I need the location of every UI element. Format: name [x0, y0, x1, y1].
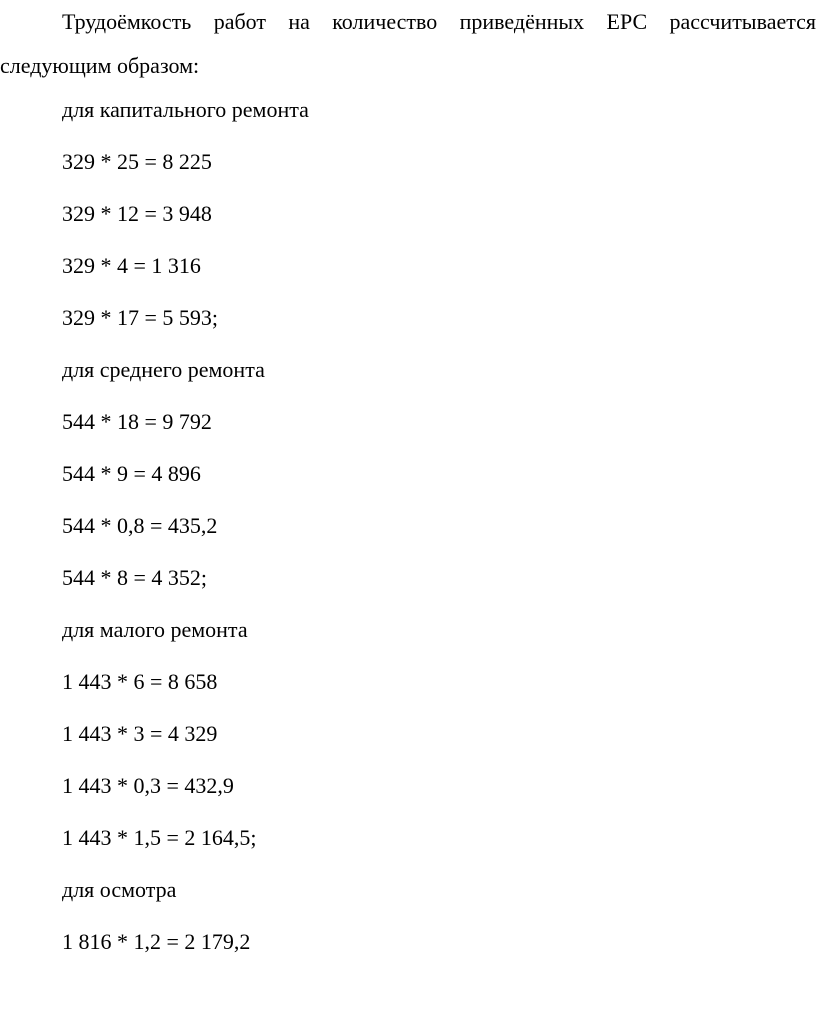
- calc-line: 1 443 * 6 = 8 658: [62, 669, 218, 694]
- section-heading-medium-repair: для среднего ремонта: [62, 357, 265, 382]
- calc-line: 329 * 12 = 3 948: [62, 201, 212, 226]
- section-heading-minor-repair: для малого ремонта: [62, 617, 248, 642]
- calc-line: 1 443 * 1,5 = 2 164,5;: [62, 825, 257, 850]
- calc-line: 544 * 0,8 = 435,2: [62, 513, 218, 538]
- calc-line: 1 816 * 1,2 = 2 179,2: [62, 929, 251, 954]
- calc-line: 1 443 * 0,3 = 432,9: [62, 773, 234, 798]
- calc-line: 544 * 18 = 9 792: [62, 409, 212, 434]
- calc-line: 329 * 4 = 1 316: [62, 253, 201, 278]
- section-heading-capital-repair: для капитального ремонта: [62, 97, 309, 122]
- calc-line: 544 * 9 = 4 896: [62, 461, 201, 486]
- intro-paragraph: Трудоёмкость работ на количество приведённых ЕРС рассчитывается следующим образом:: [0, 9, 816, 78]
- section-heading-inspection: для осмотра: [62, 877, 177, 902]
- calculation-list: [62, 88, 309, 972]
- calc-line: 1 443 * 3 = 4 329: [62, 721, 218, 746]
- calc-line: 329 * 17 = 5 593;: [62, 305, 219, 330]
- calc-line: 329 * 25 = 8 225: [62, 149, 212, 174]
- calc-line: 544 * 8 = 4 352;: [62, 565, 208, 590]
